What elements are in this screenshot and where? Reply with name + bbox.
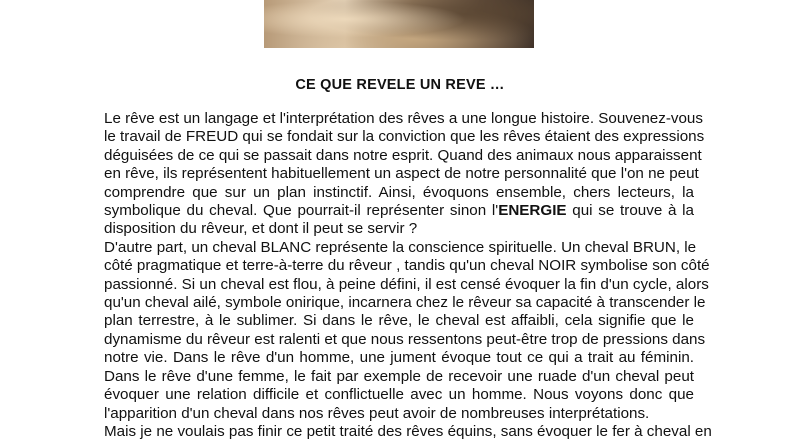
text-line: évoquer une relation difficile et conflictuelle avec un homme. Nous voyons donc que — [104, 386, 694, 404]
text-line: disposition du rêveur, et dont il peut se servir ? — [104, 220, 418, 238]
text-line: passionné. Si un cheval est flou, à peine défini, il est censé évoquer la fin d'un cycle, alors — [104, 275, 709, 293]
text-line: notre vie. Dans le rêve d'un homme, une jument évoque tout ce qui a trait au féminin. — [104, 349, 694, 367]
text-line: dynamisme du rêveur est ralenti et que nous ressentons peut-être trop de pressions dans — [104, 330, 706, 348]
text-line: déguisées de ce qui se passait dans notre esprit. Quand des animaux nous apparaissent — [104, 146, 702, 164]
text-line: comprendre que sur un plan instinctif. Ainsi, évoquons ensemble, chers lecteurs, la — [104, 183, 694, 201]
text-line: D'autre part, un cheval BLANC représente la conscience spirituelle. Un cheval BRUN, le — [104, 238, 697, 256]
text-line: en rêve, ils représentent habituellement un aspect de notre personnalité que l'on ne peut — [104, 165, 699, 183]
text-line: côté pragmatique et terre-à-terre du rêveur , tandis qu'un cheval NOIR symbolise son côté — [104, 257, 710, 275]
text-segment: symbolique du cheval. Que pourrait-il représenter sinon l' — [104, 202, 499, 220]
horse-photo — [264, 0, 534, 48]
article-body — [104, 110, 712, 441]
text-segment: qui se trouve à la — [566, 202, 694, 220]
text-line: l'apparition d'un cheval dans nos rêves peut avoir de nombreuses interprétations. — [104, 404, 650, 422]
paragraph-2 — [104, 238, 710, 423]
text-line: qu'un cheval ailé, symbole onirique, incarnera chez le rêveur sa capacité à transcender le — [104, 294, 706, 312]
text-line: plan terrestre, à le sublimer. Si dans le rêve, le cheval est affaibli, cela signifie que le — [104, 312, 694, 330]
energie-keyword: ENERGIE — [498, 202, 567, 220]
text-line: le travail de FREUD qui se fondait sur la conviction que les rêves étaient des expressions — [104, 128, 705, 146]
article-title: CE QUE REVELE UN REVE … — [295, 77, 505, 93]
paragraph-1 — [104, 110, 705, 239]
text-line: Dans le rêve d'une femme, le fait par exemple de recevoir une ruade d'un cheval peut — [104, 367, 694, 385]
text-line: Mais je ne voulais pas finir ce petit traité des rêves équins, sans évoquer le fer à cheval en — [104, 422, 712, 440]
text-line-energie — [104, 202, 694, 220]
text-line: Le rêve est un langage et l'interprétation des rêves a une longue histoire. Souvenez-vous — [104, 110, 703, 127]
paragraph-3 — [104, 422, 712, 441]
